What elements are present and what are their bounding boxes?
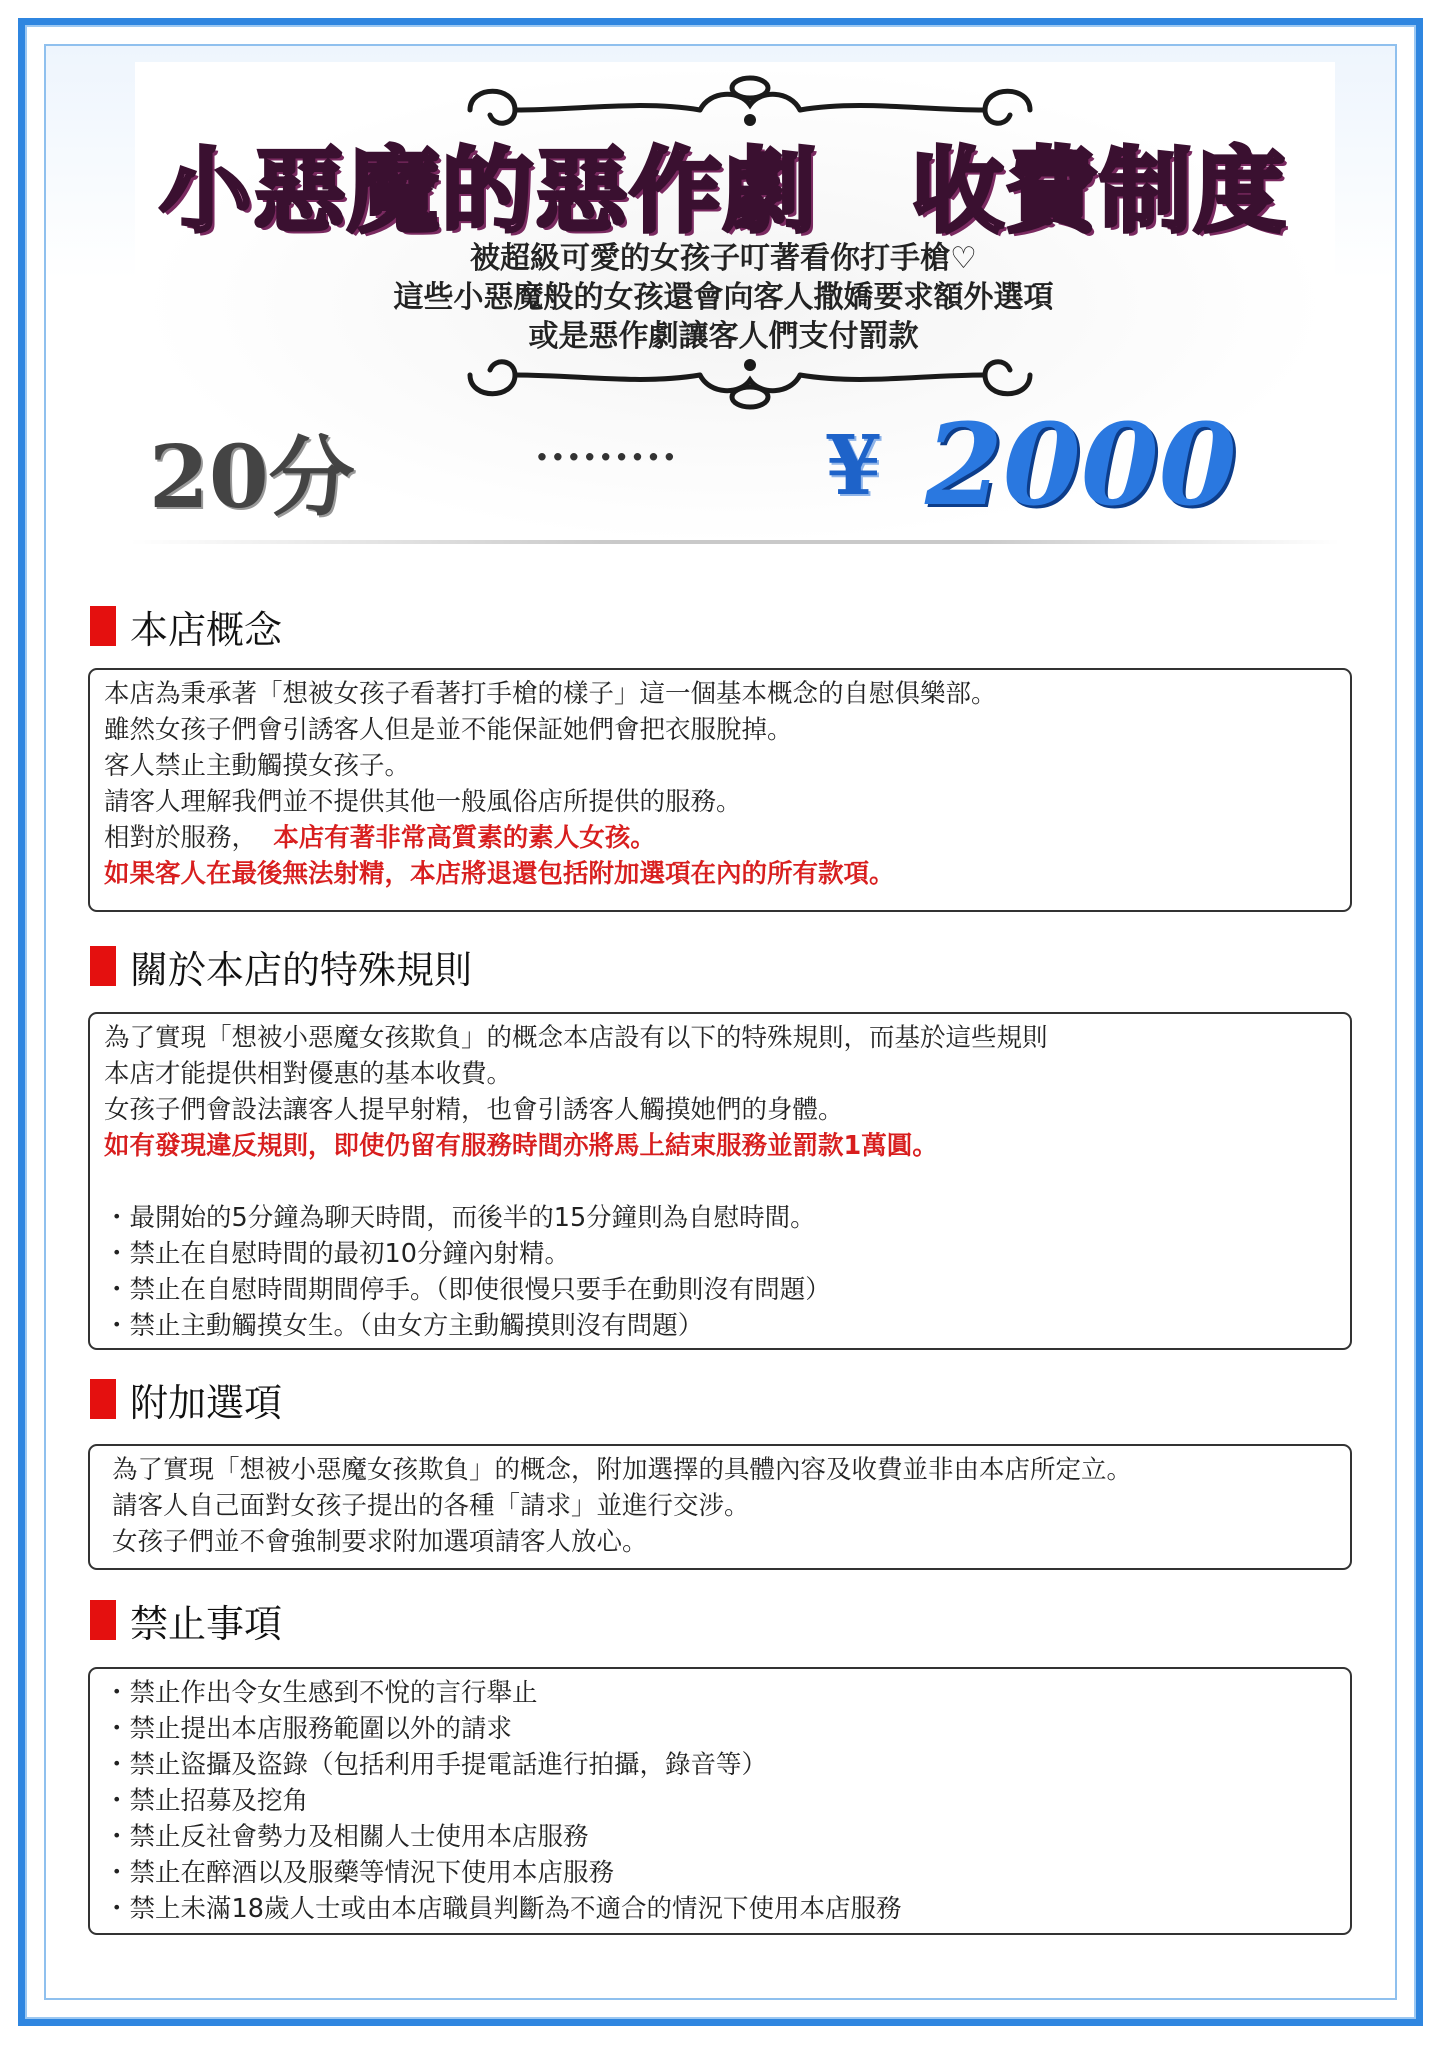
red-marker-icon [90,1600,116,1640]
price-underline [130,540,1340,544]
price-dots: ········· [535,434,679,481]
section-heading-concept [90,603,283,652]
section-box-options [88,1444,1352,1570]
section-heading-prohibited [90,1597,283,1646]
prohibited-item: ・禁止招募及挖角 [104,1786,309,1816]
prohibited-item: ・禁止作出令女生感到不悅的言行舉止 [104,1678,538,1708]
text-line: 女孩子們並不會強制要求附加選項請客人放心。 [112,1527,648,1557]
text-line: 本店才能提供相對優惠的基本收費。 [104,1059,513,1089]
prohibited-item: ・禁止在醉酒以及服藥等情況下使用本店服務 [104,1858,615,1888]
highlight-text: 本店有著非常高質素的素人女孩。 [273,823,656,853]
text-line: 雖然女孩子們會引誘客人但是並不能保証她們會把衣服脫掉。 [104,715,793,745]
text-segment: 相對於服務， [104,823,258,853]
spacer [104,1164,1336,1200]
prohibited-item: ・禁止反社會勢力及相關人士使用本店服務 [104,1822,589,1852]
section-heading-special-rules [90,943,473,992]
red-marker-icon [90,946,116,986]
text-line: 女孩子們會設法讓客人提早射精，也會引誘客人觸摸她們的身體。 [104,1095,844,1125]
subtitle-line-1: 被超級可愛的女孩子叮著看你打手槍♡ [470,241,977,276]
section-title: 禁止事項 [130,1601,283,1646]
text-line: 請客人自己面對女孩子提出的各種「請求」並進行交涉。 [112,1491,750,1521]
text-line-mixed [104,820,1336,856]
text-line: 為了實現「想被小惡魔女孩欺負」的概念本店設有以下的特殊規則，而基於這些規則 [104,1023,1048,1053]
duration-label: 20分 [149,427,355,528]
subtitle-line-2: 這些小惡魔般的女孩還會向客人撒嬌要求額外選項 [393,280,1054,315]
section-box-prohibited [88,1667,1352,1935]
text-line: 請客人理解我們並不提供其他一般風俗店所提供的服務。 [104,787,742,817]
subtitle-line-3: 或是惡作劇讓客人們支付罰款 [528,319,919,354]
rule-item: ・禁止在自慰時間的最初10分鐘內射精。 [104,1239,570,1269]
rule-item: ・禁止主動觸摸女生。（由女方主動觸摸則沒有問題） [104,1311,704,1341]
text-line: 本店為秉承著「想被女孩子看著打手槍的樣子」這一個基本概念的自慰俱樂部。 [104,679,997,709]
price-row [135,400,1335,531]
red-marker-icon [90,606,116,646]
rule-item: ・禁止在自慰時間期間停手。（即使很慢只要手在動則沒有問題） [104,1275,831,1305]
prohibited-item: ・禁止提出本店服務範圍以外的請求 [104,1714,513,1744]
section-title: 附加選項 [130,1380,283,1425]
highlight-line: 如果客人在最後無法射精，本店將退還包括附加選項在內的所有款項。 [104,859,895,889]
price-amount: 2000 [925,400,1237,531]
section-title: 本店概念 [130,607,283,652]
page-title: 小惡魔的惡作劇 收費制度 [159,137,1288,245]
section-title: 關於本店的特殊規則 [130,947,473,992]
section-heading-options [90,1376,283,1425]
red-marker-icon [90,1379,116,1419]
prohibited-item: ・禁上未滿18歲人士或由本店職員判斷為不適合的情況下使用本店服務 [104,1894,902,1924]
prohibited-item: ・禁止盜攝及盜錄（包括利用手提電話進行拍攝，錄音等） [104,1750,768,1780]
yen-symbol: ¥ [825,418,883,514]
section-box-concept [88,668,1352,912]
highlight-line: 如有發現違反規則，即使仍留有服務時間亦將馬上結束服務並罰款1萬圓。 [104,1131,938,1161]
text-line: 為了實現「想被小惡魔女孩欺負」的概念，附加選擇的具體內容及收費並非由本店所定立。 [112,1455,1133,1485]
section-box-special-rules [88,1012,1352,1350]
rule-item: ・最開始的5分鐘為聊天時間，而後半的15分鐘則為自慰時間。 [104,1203,816,1233]
text-line: 客人禁止主動觸摸女孩子。 [104,751,411,781]
